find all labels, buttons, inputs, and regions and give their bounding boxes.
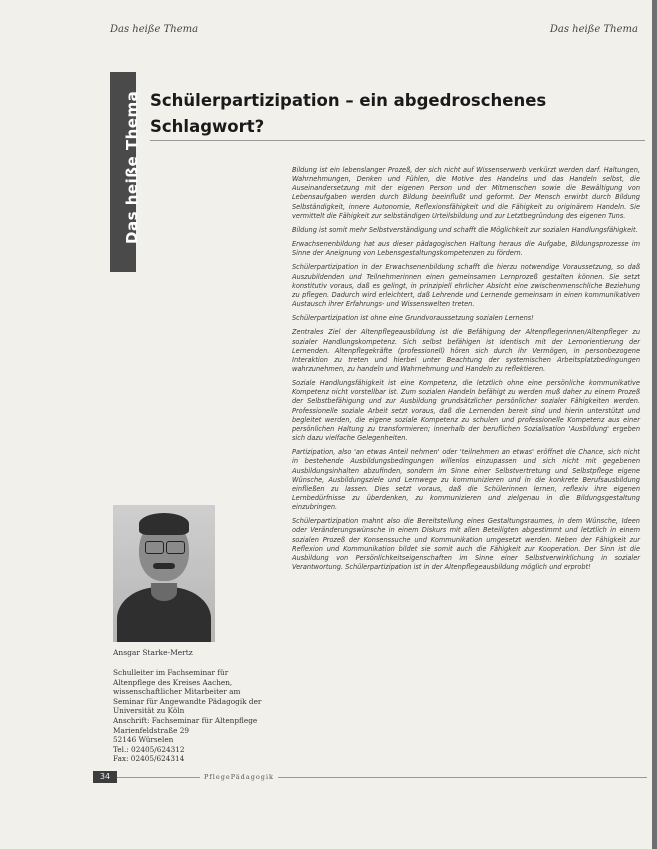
photo-collar [151, 583, 177, 601]
paragraph: Zentrales Ziel der Altenpflegeausbildung ist die Befähigung der Altenpflegerinnen/Altenpfleger zu sozialer Handlungskompetenz. Sich selbst befähigen ist identisch mit der Lernorientierung der Lernenden. Altenpflegekräfte (professionell) hören sich durch ihr Vermögen, in personbezogene Interaktion zu treten und hierbei unter Beachtung der systemischen Arbeitsplatzbedingungen wahrzunehmen, zu handeln und Wahrnehmung und Handeln zu reflektieren. [292, 328, 640, 373]
paragraph: Partizipation, also 'an etwas Anteil nehmen' oder 'teilnehmen an etwas' eröffnet die Chance, sich nicht in bestehende Ausbildungsbedingungen willenlos einzupassen und sich nicht mit gegebenen Ausbildungsinhalten abzufinden, sondern im Sinne einer Selbstvertretung und Selbstpflege eigene Wünsche, Ausbildungsziele und Lernwege zu kommunizieren und in die konkrete Berufsausbildung einfließen zu lassen. Dies setzt voraus, daß die Schülerinnen lernen, reflexiv ihre eigenen Lernbedürfnisse zu überdenken, zu kommunizieren und zielgenau in die Bildungsgestaltung einzubringen. [292, 448, 640, 512]
paragraph: Bildung ist ein lebenslanger Prozeß, der sich nicht auf Wissenserwerb verkürzt werden darf. Haltungen, Wahrnehmungen, Denken und Fühlen, die Motive des Handelns und das Handeln selbst, die Auseinandersetzung mit der eigenen Person und der Mitmenschen sowie die Bewältigung von Lebensaufgaben werden durch Bildung beeinflußt und geformt. Der Mensch erwirbt durch Bildung Selbständigkeit, innere Autonomie, Reflexionsfähigkeit und die Fähigkeit zu originärem Handeln. Sie vermittelt die Fähigkeit zur selbständigen Urteilsbildung und zur Letztbegründung des eigenen Tuns. [292, 166, 640, 220]
photo-moustache [153, 563, 175, 569]
author-photo [113, 505, 215, 642]
paragraph: Bildung ist somit mehr Selbstverständigung und schafft die Möglichkeit zur sozialen Handlungsfähigkeit. [292, 225, 638, 234]
article-title-line-1: Schülerpartizipation – ein abgedroschenes [150, 91, 547, 110]
author-bio [113, 668, 269, 764]
journal-name: PflegePädagogik [200, 773, 278, 781]
paragraph: Schülerpartizipation mahnt also die Bereitstellung eines Gestaltungsraumes, in dem Wünsche, Ideen oder Veränderungswünsche in einem Diskurs mit allen Beteiligten abgestimmt und letztlich in einem sozialen Prozeß der Konsenssuche und Kommunikation umgesetzt werden. Neben der Fähigkeit zur Reflexion und Kommunikation bildet sie somit auch die Fähigkeit zur Kooperation. Der Sinn ist die Ausbildung von Persönlichkeitseigenschaften im Sinne einer Selbstverwirklichung in sozialer Verantwortung. Schülerpartizipation ist in der Altenpflegeausbildung möglich und erprobt! [292, 517, 640, 572]
author-bio-line: Tel.: 02405/624312 [113, 744, 185, 754]
running-header-left: Das heiße Thema [110, 24, 199, 35]
footer-rule [117, 777, 647, 778]
photo-glasses-right [166, 541, 185, 554]
paragraph: Schülerpartizipation in der Erwachsenenbildung schafft die hierzu notwendige Voraussetzung, so daß Auszubildenden und Teilnehmerinnen einen gemeinsamen Lernprozeß gestalten können. Sie setzt konstitutiv voraus, daß es gelingt, in prinzipiell ehrlicher Absicht eine zwischenmenschliche Beziehung zu pflegen. Dadurch wird erleichtert, daß Lehrende und Lernende gemeinsam in einen kommunikativen Austausch ihrer Erfahrungs- und Wissenswelten treten. [292, 263, 640, 309]
photo-glasses-left [145, 541, 164, 554]
author-bio-line: Schulleiter im Fachseminar für Altenpflege des Kreises Aachen, wissenschaftlicher Mitarbeiter am Seminar für Angewandte Pädagogik der Universität zu Köln [113, 668, 262, 716]
article-title-line-2: Schlagwort? [150, 117, 265, 136]
author-bio-line: Marienfeldstraße 29 [113, 725, 189, 735]
article-title [150, 88, 570, 140]
author-caption: Ansgar Starke-Mertz [113, 648, 193, 657]
section-sidebar-label: Das heiße Thema [123, 90, 141, 244]
article-body [292, 166, 640, 577]
author-bio-line: 52146 Würselen [113, 735, 174, 745]
photo-hair [139, 513, 189, 535]
paragraph: Schülerpartizipation ist ohne eine Grundvoraussetzung sozialen Lernens! [292, 314, 534, 323]
page-number: 34 [93, 771, 117, 783]
section-sidebar-tab [110, 72, 141, 272]
title-divider [150, 140, 645, 141]
running-header-right: Das heiße Thema [549, 24, 638, 35]
author-bio-line: Fax: 02405/624314 [113, 754, 185, 764]
author-bio-line: Anschrift: Fachseminar für Altenpflege [113, 715, 258, 725]
paragraph: Erwachsenenbildung hat aus dieser pädagogischen Haltung heraus die Aufgabe, Bildungsprozesse im Sinne der Aneignung von Lebensgestaltungskompetenzen zu fördern. [292, 240, 640, 258]
paragraph: Soziale Handlungsfähigkeit ist eine Kompetenz, die letztlich ohne eine persönliche kommunikative Kompetenz nicht vorstellbar ist. Zum sozialen Handeln befähigt zu werden muß daher zu einem Prozeß der Selbstbefähigung und zur Ausbildung grundsätzlicher persönlicher sozialer Fähigkeiten werden. Professionelle soziale Arbeit setzt voraus, daß die Lernenden bereit sind und hierin unterstützt und begleitet werden, die eigene soziale Kompetenz zu schulen und professionelle Kompetenz aus einer persönlichen Haltung zu transformieren; innerhalb der beruflichen Sozialisation 'Ausbildung' ergeben sich dazu vielfache Gelegenheiten. [292, 379, 640, 443]
